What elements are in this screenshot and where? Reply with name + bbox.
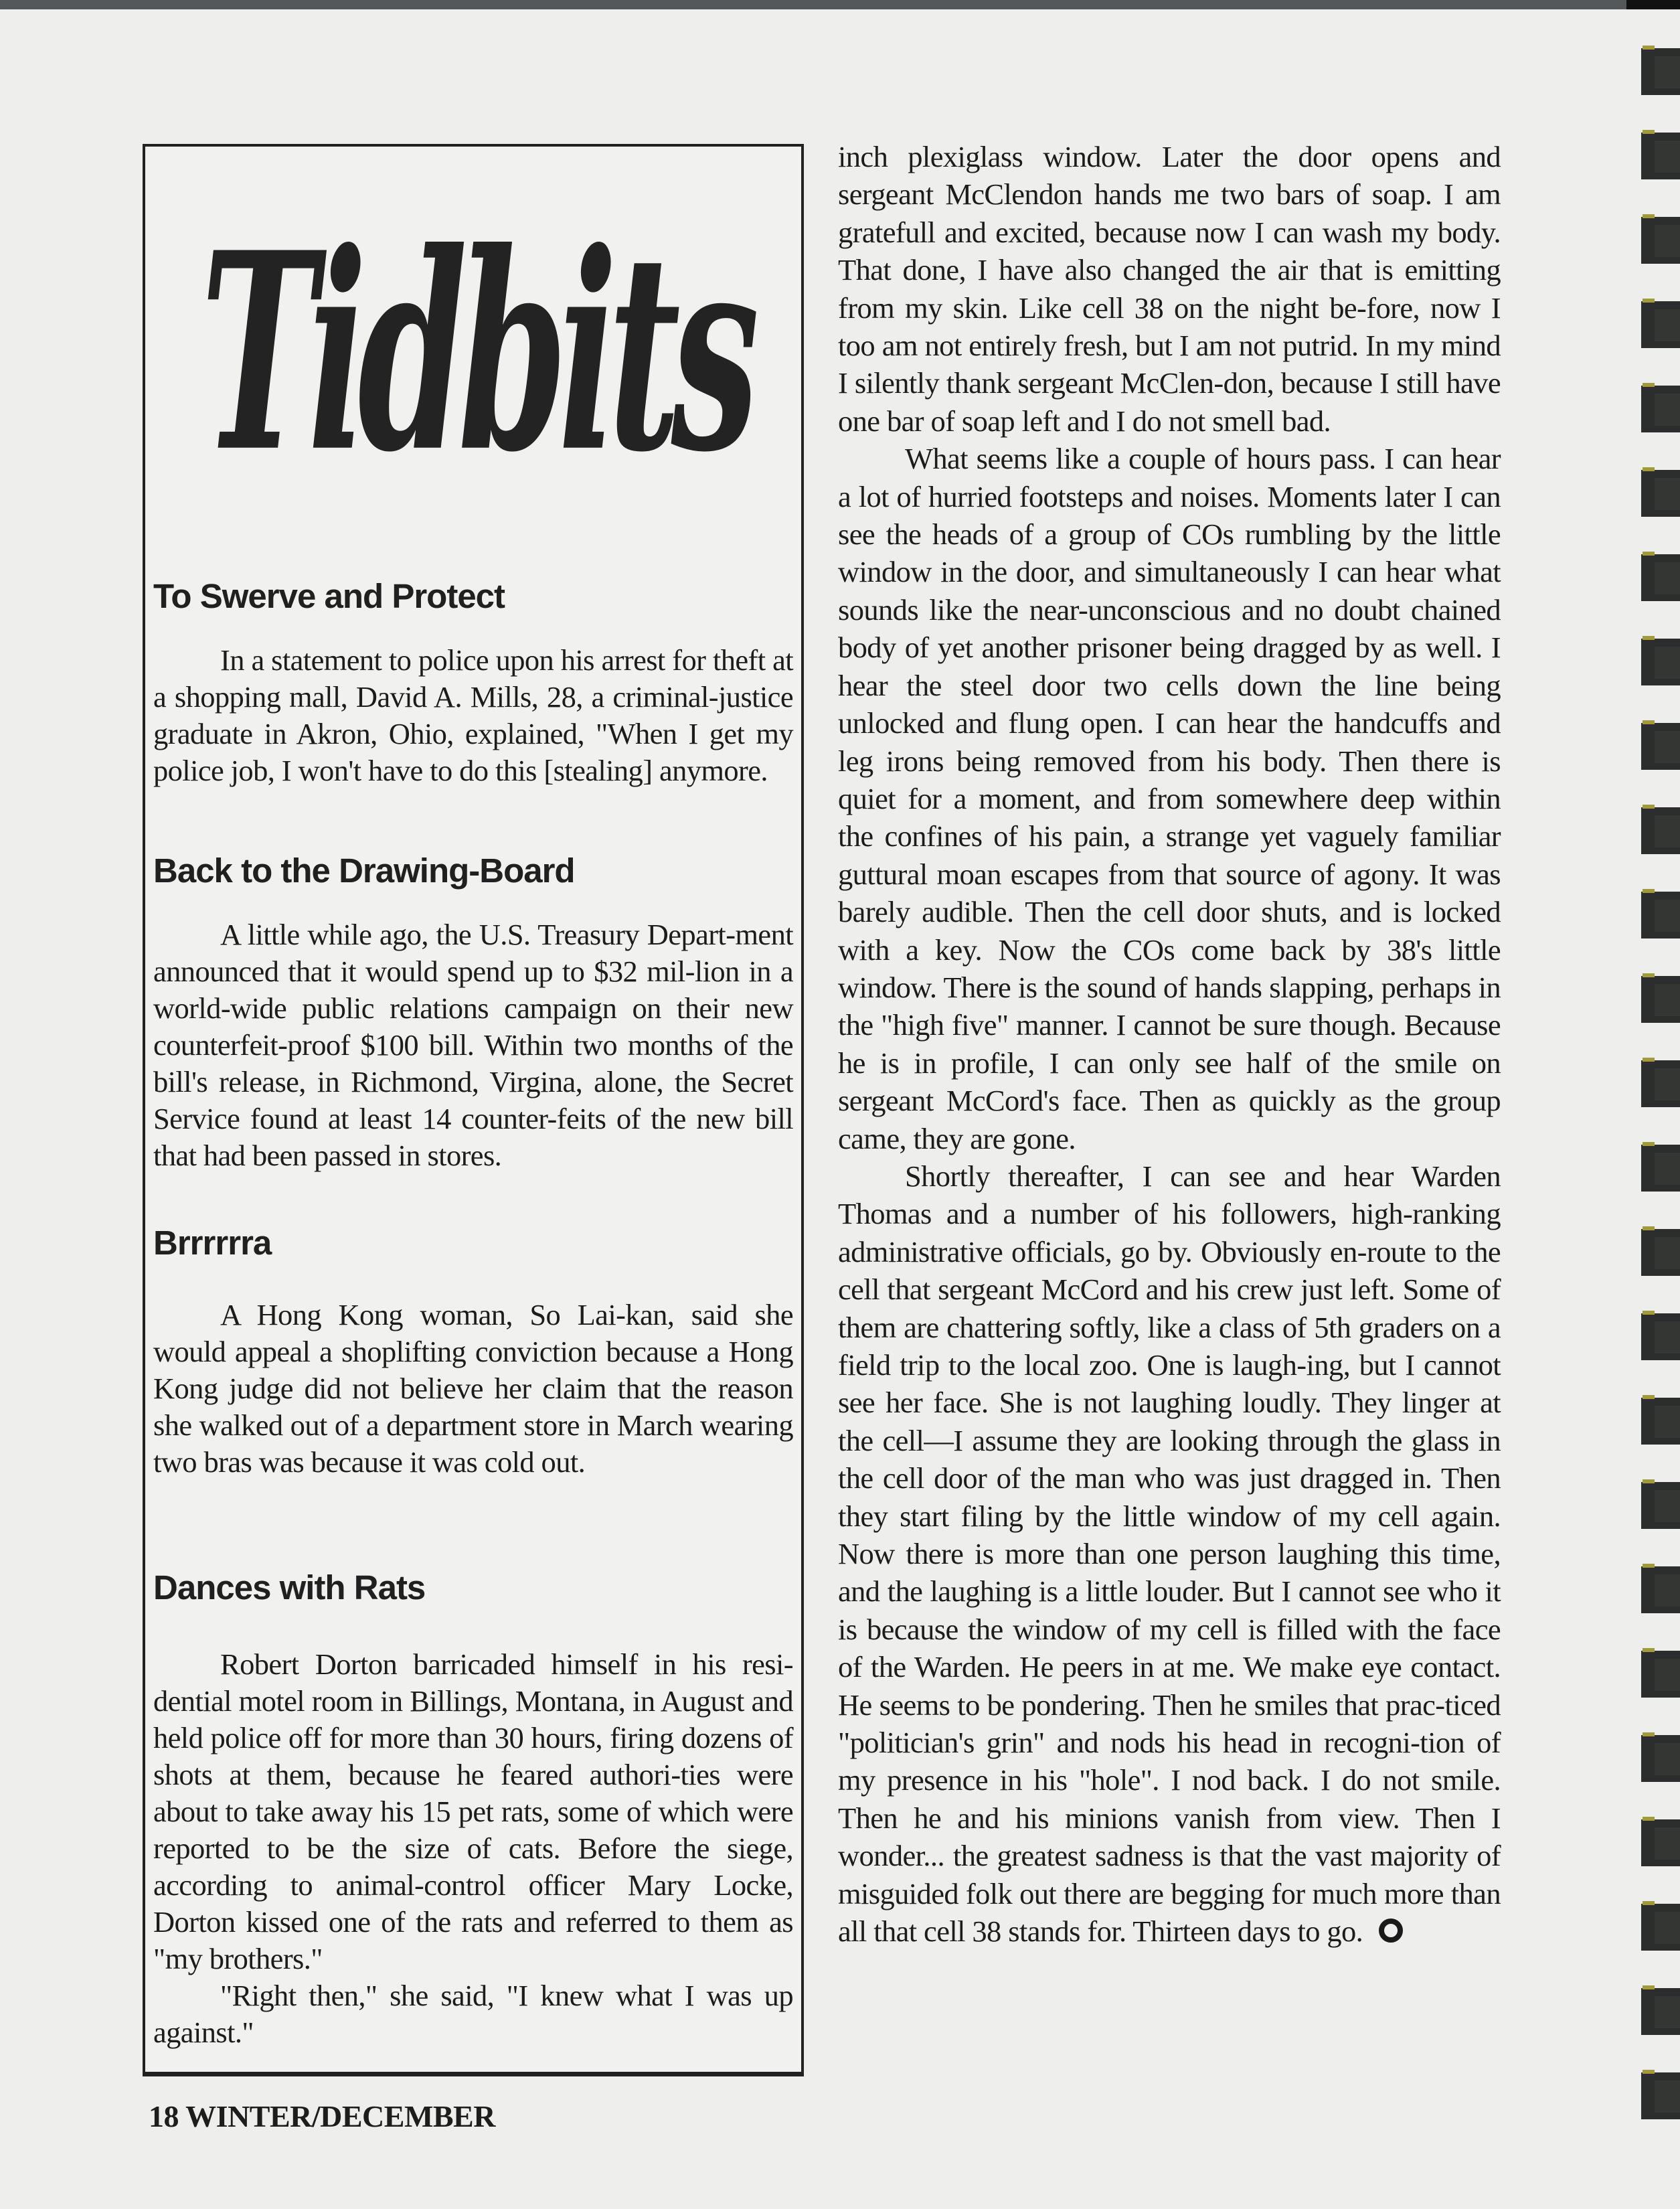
tidbit-heading: Dances with Rats — [153, 1568, 426, 1607]
binding-ring — [1641, 2072, 1680, 2119]
tidbit-paragraph: Robert Dorton barricaded himself in his resi-dential motel room in Billings, Montana, in August and held police off for more than 30 hours, firing dozens of shots at them, because he feared authori-ties were about to take away his 15 pet rats, some of which were reported to be the size of cats. Before the siege, according to animal-control officer Mary Locke, Dorton kissed one of the rats and referred to them as "my brothers." — [153, 1647, 793, 1975]
binding-ring — [1641, 1313, 1680, 1360]
page-footer: 18 WINTER/DECEMBER — [149, 2099, 495, 2133]
binding-ring — [1641, 386, 1680, 432]
binding-ring — [1641, 1735, 1680, 1782]
binding-ring — [1641, 1482, 1680, 1529]
tidbit-paragraph: A little while ago, the U.S. Treasury Depart-ment announced that it would spend up to $32 mil-lion in a world-wide public relations campaign on their new counterfeit-proof $100 bill. Within two months of the bill's release, in Richmond, Virgina, alone, the Secret Service found at least 14 counter-feits of the new bill that had been passed in stores. — [153, 918, 793, 1172]
tidbit-paragraph: "Right then," she said, "I knew what I was up against." — [153, 1979, 793, 2049]
tidbit-heading: Back to the Drawing-Board — [153, 851, 575, 890]
binding-ring — [1641, 639, 1680, 685]
tidbits-sidebar-box — [143, 144, 804, 2076]
binding-ring — [1641, 1229, 1680, 1276]
story-paragraph-last — [838, 1157, 1501, 1951]
binding-ring — [1641, 217, 1680, 264]
tidbit-heading: To Swerve and Protect — [153, 577, 505, 615]
binding-ring — [1641, 1988, 1680, 2035]
binding-ring — [1641, 892, 1680, 938]
story-column — [838, 138, 1501, 1951]
binding-ring — [1641, 1145, 1680, 1192]
binding-ring — [1641, 1398, 1680, 1445]
binding-ring — [1641, 1566, 1680, 1613]
binding-ring — [1641, 1651, 1680, 1698]
story-paragraph-text: Shortly thereafter, I can see and hear Warden Thomas and a number of his followers, high-ranking administrative officials, go by. Obviously en-route to the cell that sergeant McCord and his crew just left. Some of them are chattering softly, like a class of 5th graders on a field trip to the local zoo. One is laugh-ing, but I cannot see her face. She is not laughing loudly. They linger at the cell—I assume they are looking through the glass in the cell door of the man who was just dragged in. Then they start filing by the little window of my cell again. Now there is more than one person laughing this time, and the laughing is a little louder. But I cannot see who it is because the window of my cell is filled with the face of the Warden. He peers in at me. We make eye contact. He seems to be pondering. Then he smiles that prac-ticed "politician's grin" and nods his head in recogni-tion of my presence in his "hole". I nod back. I do not smile. Then he and his minions vanish from view. Then I wonder... the greatest sadness is that the vast majority of misguided folk out there are begging for much more than all that cell 38 stands for. Thirteen days to go. — [838, 1159, 1501, 1949]
page-top-edge — [0, 0, 1680, 9]
end-of-story-circle-icon — [1379, 1918, 1403, 1943]
tidbit-paragraph: A Hong Kong woman, So Lai-kan, said she would appeal a shoplifting conviction because a Hong Kong judge did not believe her claim that the reason she walked out of a department store in March wearing two bras was because it was cold out. — [153, 1298, 793, 1479]
binding-ring — [1641, 976, 1680, 1023]
tidbits-masthead — [163, 165, 788, 540]
binding-ring — [1641, 133, 1680, 179]
tidbit-paragraph: In a statement to police upon his arrest for theft at a shopping mall, David A. Mills, 28, a criminal-justice graduate in Akron, Ohio, explained, "When I get my police job, I won't have to do this [stealing] anymore. — [153, 643, 793, 787]
binding-ring — [1641, 1904, 1680, 1951]
binding-ring — [1641, 470, 1680, 517]
binding-ring — [1641, 807, 1680, 854]
binding-ring — [1641, 723, 1680, 770]
spiral-binding — [1641, 0, 1680, 2209]
tidbit-body — [153, 1297, 793, 1481]
binding-ring — [1641, 48, 1680, 95]
story-paragraph: inch plexiglass window. Later the door opens and sergeant McClendon hands me two bars of soap. I am gratefull and excited, because now I can wash my body. That done, I have also changed the air that is emitting from my skin. Like cell 38 on the night be-fore, now I too am not entirely fresh, but I am not putrid. In my mind I silently thank sergeant McClen-don, because I still have one bar of soap left and I do not smell bad. — [838, 140, 1501, 438]
masthead-title: Tidbits — [201, 193, 750, 512]
binding-ring — [1641, 1819, 1680, 1866]
story-paragraph: What seems like a couple of hours pass. I can hear a lot of hurried footsteps and noises. Moments later I can see the heads of a group of COs rumbling by the little window in the door, and simultaneously I can hear what sounds like the near-unconscious and no doubt chained body of yet another prisoner being dragged by as well. I hear the steel door two cells down the line being unlocked and flung open. I can hear the handcuffs and leg irons being removed from his body. Then there is quiet for a moment, and from somewhere deep within the confines of his pain, a strange yet vaguely familiar guttural moan escapes from that source of agony. It was barely audible. Then the cell door shuts, and is locked with a key. Now the COs come back by 38's little window. There is the sound of hands slapping, perhaps in the "high five" manner. I cannot be sure though. Because he is in profile, I can only see half of the smile on sergeant McCord's face. Then as quickly as the group came, they are gone. — [838, 442, 1501, 1155]
binding-ring — [1641, 301, 1680, 348]
tidbit-body — [153, 1646, 793, 2051]
binding-ring — [1641, 554, 1680, 601]
tidbit-body — [153, 642, 793, 789]
tidbit-body — [153, 916, 793, 1174]
tidbit-heading: Brrrrrra — [153, 1224, 272, 1262]
binding-ring — [1641, 1060, 1680, 1107]
